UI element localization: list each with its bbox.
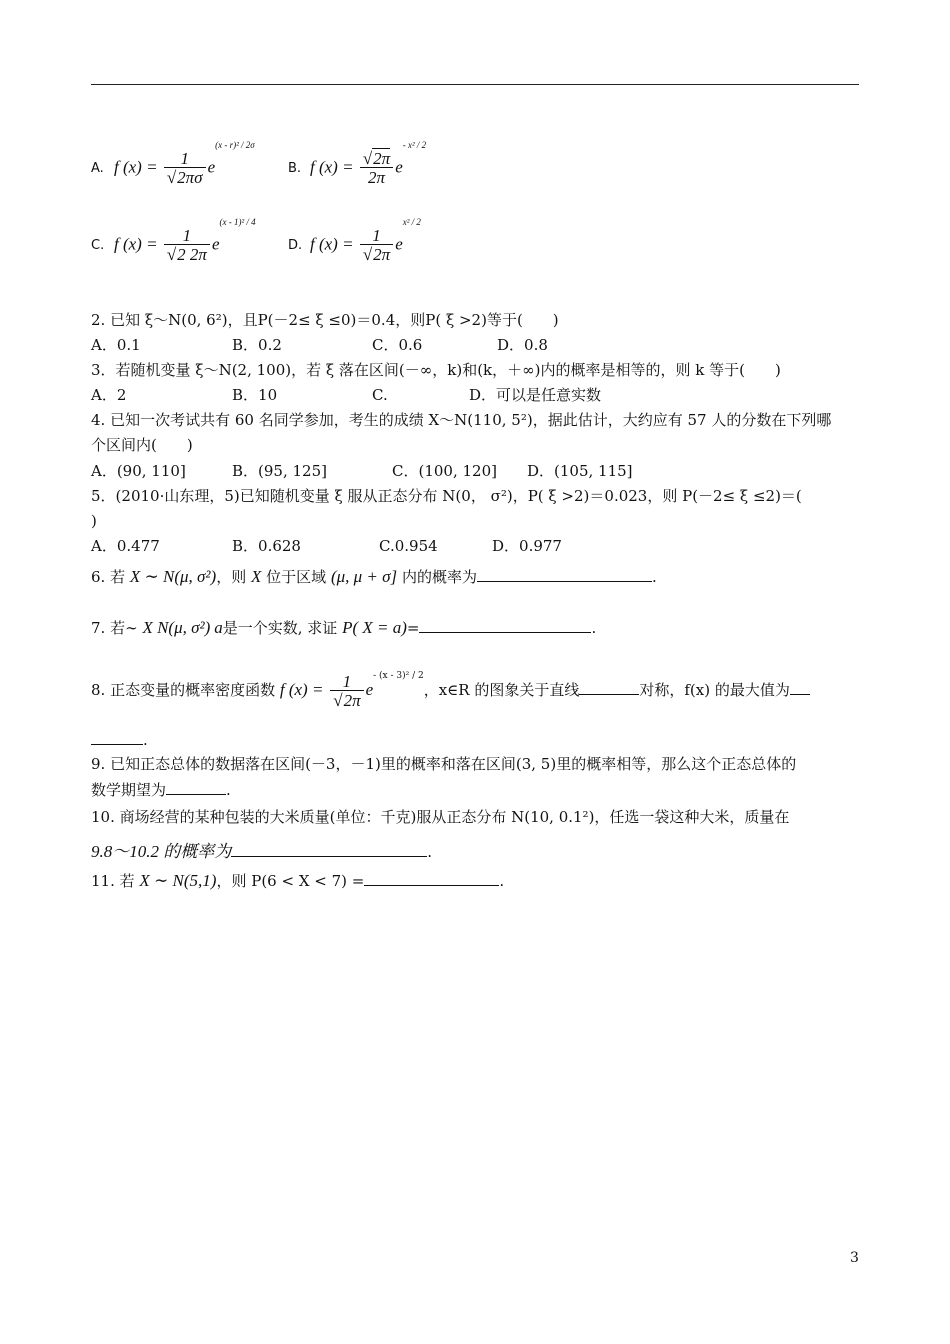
q2-option-b: B．0.2	[232, 336, 282, 354]
option-1c: C.	[91, 238, 105, 253]
q5-option-a: A．0.477	[91, 537, 160, 555]
q5-option-c: C.0.954	[379, 537, 438, 555]
q3-option-c: C.	[372, 386, 388, 404]
question-9-line2: 数学期望为 .	[91, 781, 231, 799]
question-8-cont: .	[91, 730, 148, 749]
answer-blank-8a	[579, 680, 639, 695]
q2-option-a: A．0.1	[91, 336, 141, 354]
q3-option-a: A．2	[91, 386, 127, 404]
q4-option-a: A．(90, 110]	[91, 462, 186, 480]
q4-option-b: B．(95, 125]	[232, 462, 327, 480]
question-2: 2. 已知 ξ～N(0, 6²)，且P(－2≤ ξ ≤0)＝0.4，则P( ξ >2)等于( )	[91, 311, 559, 329]
q4-option-c: C．(100, 120]	[392, 462, 497, 480]
answer-blank-8b	[790, 680, 810, 695]
option-1d: D.	[288, 238, 303, 253]
formula-1c: f (x) = $\frac{1}{√2 2\pi}$ $e^{(x - 1)^2 / 4}$	[114, 217, 256, 264]
q5-option-d: D．0.977	[492, 537, 562, 555]
page-number: 3	[850, 1250, 859, 1266]
question-10-line2: 9.8～10.2 的概率为 .	[91, 842, 433, 861]
answer-blank-7	[419, 618, 591, 633]
q3-option-b: B．10	[232, 386, 278, 404]
q4-option-d: D．(105, 115]	[527, 462, 633, 480]
question-6: 6. 若 X ∼ N(μ, σ²)，则 X 位于区域 (μ, μ + σ] 内的概率为 .	[91, 567, 657, 586]
formula-1d: f (x) = $\frac{1}{√2\pi}$ $e^{x^2 / 2}$	[310, 217, 421, 264]
question-7: 7. 若∼ X N(μ, σ²) a是一个实数, 求证 P( X = a)= .	[91, 618, 597, 637]
question-5-line2: )	[91, 512, 97, 530]
q2-option-d: D．0.8	[497, 336, 548, 354]
option-1b: B.	[288, 161, 302, 176]
q3-option-d: D．可以是任意实数	[469, 386, 602, 404]
formula-1b: f (x) = $\frac{√2\pi}{2\pi}$ $e^{- x^2 / 2}$	[310, 140, 427, 187]
question-9-line1: 9. 已知正态总体的数据落在区间(－3，－1)里的概率和落在区间(3, 5)里的概率相等，那么这个正态总体的	[91, 755, 797, 773]
answer-blank-10	[231, 842, 427, 857]
question-4-line1: 4. 已知一次考试共有 60 名同学参加，考生的成绩 X～N(110, 5²)，据此估计，大约应有 57 人的分数在下列哪	[91, 411, 832, 429]
question-3: 3．若随机变量 ξ～N(2, 100)，若 ξ 落在区间(－∞，k)和(k，＋∞)内的概率是相等的，则 k 等于( )	[91, 361, 781, 379]
q5-option-b: B．0.628	[232, 537, 301, 555]
answer-blank-11	[364, 871, 499, 886]
question-4-line2: 个区间内( )	[91, 436, 193, 454]
question-8: 8. 正态变量的概率密度函数 f (x) = $\frac{1}{√2\pi}$ $e^{- (x - 3)^2 / 2}$，x∈R 的图象关于直线 对称，f(x) 的最大值为	[91, 668, 810, 712]
question-10-line1: 10. 商场经营的某种包装的大米质量(单位：千克)服从正态分布 N(10, 0.1²)，任选一袋这种大米，质量在	[91, 808, 790, 826]
question-5-line1: 5．(2010·山东理，5)已知随机变量 ξ 服从正态分布 N(0， σ²)，P( ξ >2)＝0.023，则 P(－2≤ ξ ≤2)＝(	[91, 487, 802, 505]
option-1a: A.	[91, 161, 104, 176]
answer-blank-6	[477, 567, 652, 582]
question-11: 11. 若 X ∼ N(5,1)，则 P(6 < X < 7) = .	[91, 871, 505, 890]
answer-blank-9	[166, 780, 226, 795]
q2-option-c: C．0.6	[372, 336, 423, 354]
header-rule	[91, 84, 859, 85]
answer-blank-8b-cont	[91, 730, 143, 745]
formula-1a: f (x) = $\frac{1}{√2\pi\sigma}$ $e^{(x - r)^2 / 2\sigma}$	[114, 140, 255, 187]
